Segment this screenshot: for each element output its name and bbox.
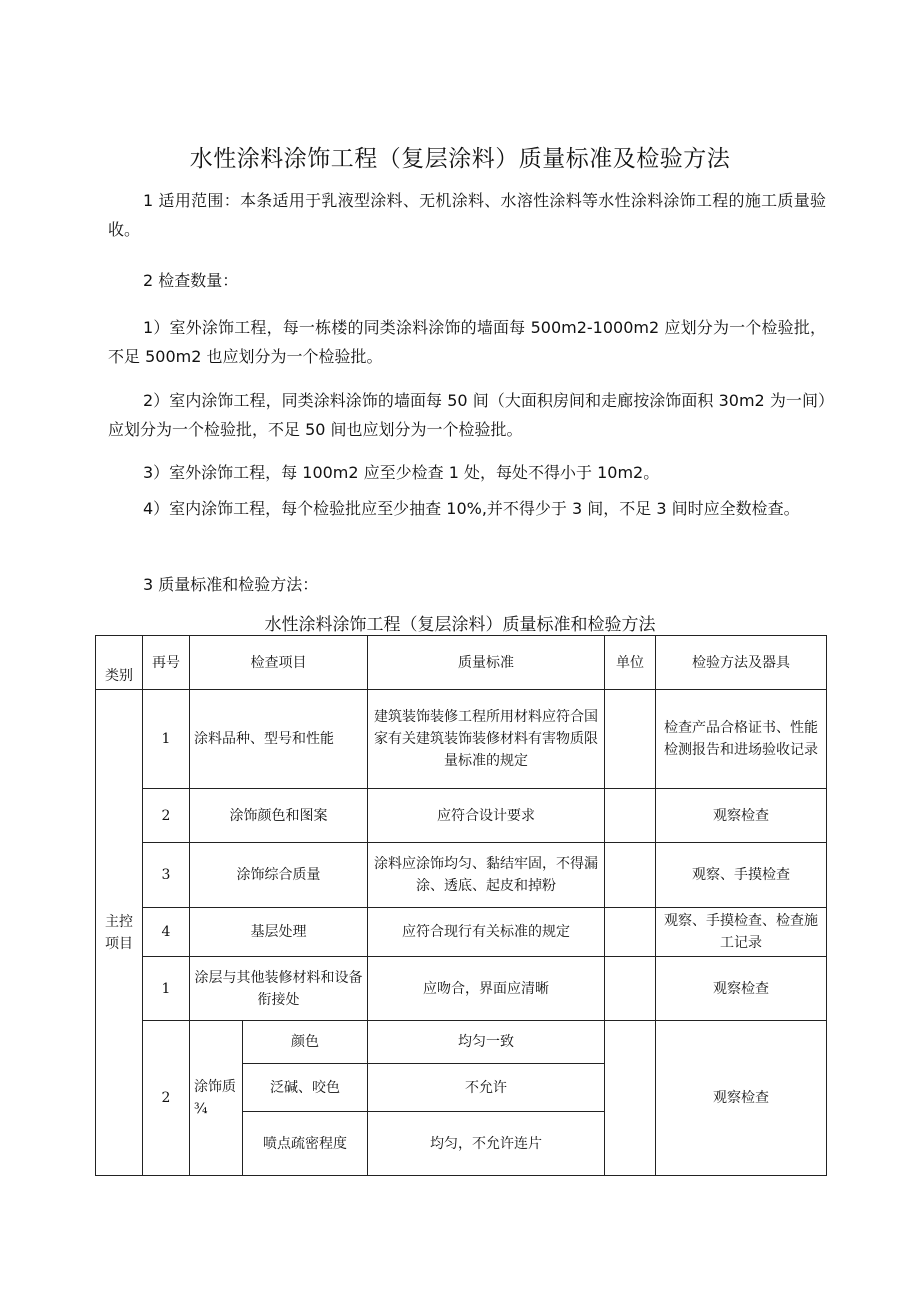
- row-standard: 应符合现行有关标准的规定: [368, 908, 605, 957]
- table-header-row: [96, 636, 827, 690]
- row-unit: [605, 690, 656, 789]
- row-unit: [605, 957, 656, 1021]
- row-item: 涂层与其他装修材料和设备衔接处: [190, 957, 368, 1021]
- row-seq: 1: [143, 690, 190, 789]
- row-seq: 3: [143, 843, 190, 908]
- row-standard: 应吻合，界面应清晰: [368, 957, 605, 1021]
- group-label: 涂饰质¾: [190, 1021, 243, 1176]
- row-method: 检查产品合格证书、性能检测报告和进场验收记录: [656, 690, 827, 789]
- row-item: 基层处理: [190, 908, 368, 957]
- category-main-cell: 主控项目: [96, 690, 143, 1176]
- row-item: 涂料品种、型号和性能: [190, 690, 368, 789]
- row-seq: 4: [143, 908, 190, 957]
- header-item: 检查项目: [190, 636, 368, 690]
- rule-3-paragraph: 3）室外涂饰工程，每 100m2 应至少检查 1 处，每处不得小于 10m2。: [143, 463, 660, 482]
- group-method: 观察检查: [656, 1021, 827, 1176]
- table-row: [96, 690, 827, 789]
- inspection-quantity-heading: 2 检查数量：: [143, 271, 239, 290]
- table-row: [96, 843, 827, 908]
- standards-heading: 3 质量标准和检验方法：: [143, 575, 319, 594]
- row-unit: [605, 789, 656, 843]
- row-method: 观察、手摸检查: [656, 843, 827, 908]
- table-row: [96, 1021, 827, 1064]
- row-item: 涂饰颜色和图案: [190, 789, 368, 843]
- rule-2-paragraph: 2）室内涂饰工程，同类涂料涂饰的墙面每 50 间（大面积房间和走廊按涂饰面积 30m2 为一间）应划分为一个检验批，不足 50 间也应划分为一个检验批。: [108, 391, 826, 439]
- header-seq: 再号: [143, 636, 190, 690]
- header-standard: 质量标准: [368, 636, 605, 690]
- row-standard: 建筑装饰装修工程所用材料应符合国家有关建筑装饰装修材料有害物质限量标准的规定: [368, 690, 605, 789]
- quality-standards-table: [95, 635, 827, 1176]
- rule-1-paragraph: 1）室外涂饰工程，每一栋楼的同类涂料涂饰的墙面每 500m2-1000m2 应划分为一个检验批，不足 500m2 也应划分为一个检验批。: [108, 318, 826, 366]
- row-seq: 2: [143, 789, 190, 843]
- group-unit: [605, 1021, 656, 1176]
- row-item: 涂饰综合质量: [190, 843, 368, 908]
- row-unit: [605, 843, 656, 908]
- table-row: [96, 789, 827, 843]
- subrow-item: 泛碱、咬色: [243, 1064, 368, 1112]
- subrow-standard: 不允许: [368, 1064, 605, 1112]
- header-category: 类别: [96, 636, 143, 690]
- scope-paragraph: 1 适用范围：本条适用于乳液型涂料、无机涂料、水溶性涂料等水性涂料涂饰工程的施工质量验收。: [108, 191, 826, 239]
- subrow-standard: 均匀，不允许连片: [368, 1112, 605, 1176]
- page-title: 水性涂料涂饰工程（复层涂料）质量标准及检验方法: [189, 146, 731, 172]
- subrow-item: 喷点疏密程度: [243, 1112, 368, 1176]
- row-method: 观察、手摸检查、检查施工记录: [656, 908, 827, 957]
- header-method: 检验方法及器具: [656, 636, 827, 690]
- row-standard: 应符合设计要求: [368, 789, 605, 843]
- row-seq: 1: [143, 957, 190, 1021]
- table-row: [96, 957, 827, 1021]
- subrow-item: 颜色: [243, 1021, 368, 1064]
- group-seq: 2: [143, 1021, 190, 1176]
- subrow-standard: 均匀一致: [368, 1021, 605, 1064]
- row-method: 观察检查: [656, 957, 827, 1021]
- table-row: [96, 908, 827, 957]
- row-method: 观察检查: [656, 789, 827, 843]
- row-standard: 涂料应涂饰均匀、黏结牢固，不得漏涂、透底、起皮和掉粉: [368, 843, 605, 908]
- rule-4-paragraph: 4）室内涂饰工程，每个检验批应至少抽查 10%,并不得少于 3 间，不足 3 间时应全数检查。: [143, 499, 800, 518]
- header-unit: 单位: [605, 636, 656, 690]
- table-caption: 水性涂料涂饰工程（复层涂料）质量标准和检验方法: [264, 615, 656, 635]
- row-unit: [605, 908, 656, 957]
